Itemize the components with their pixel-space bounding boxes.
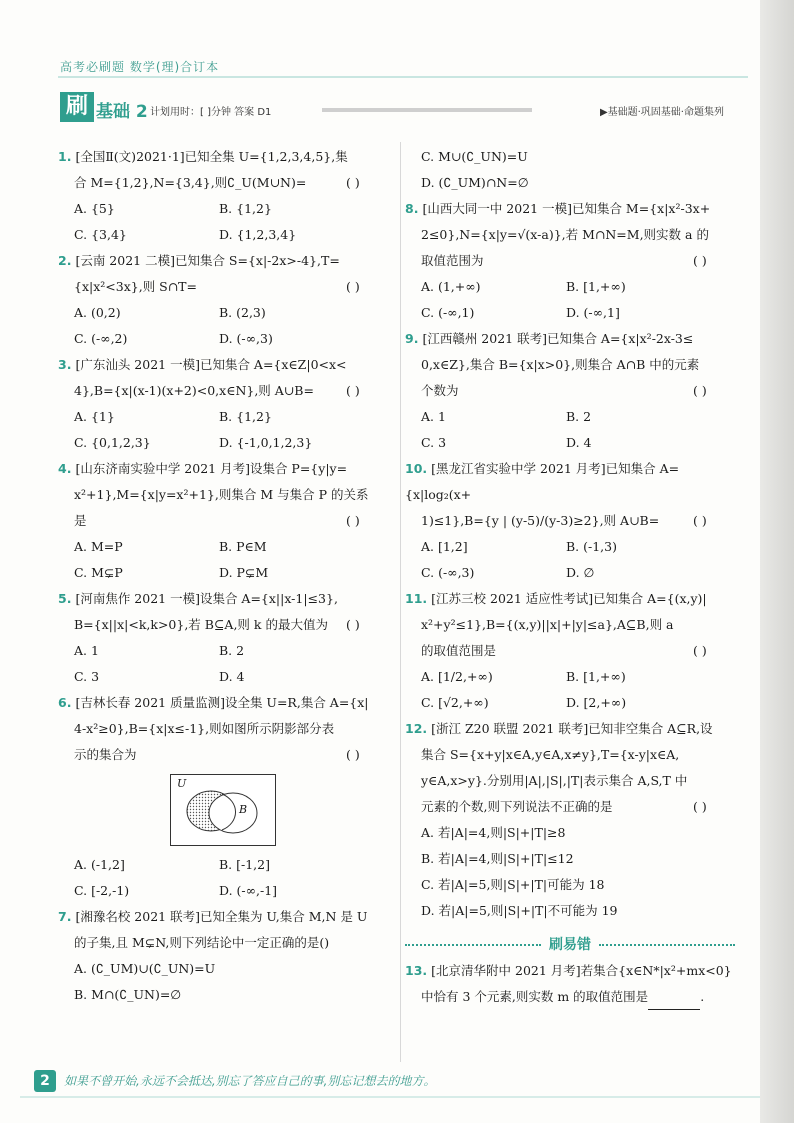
question-number: 1. xyxy=(58,149,72,164)
option: D. (-∞,1] xyxy=(566,305,620,320)
option: A. (1,+∞) xyxy=(421,279,481,294)
option-row xyxy=(58,664,388,690)
option-row xyxy=(405,534,735,560)
dotted-rule xyxy=(405,944,541,946)
question-item xyxy=(58,690,388,904)
option: C. {0,1,2,3} xyxy=(74,435,151,450)
question-text: 示的集合为 xyxy=(74,747,137,762)
footer-motto: 如果不曾开始,永远不会抵达,别忘了答应自己的事,别忘记想去的地方。 xyxy=(64,1074,436,1088)
question-text: 4-x²≥0},B={x|x≤-1},则如图所示阴影部分表 xyxy=(74,721,335,736)
question-tail: . xyxy=(700,989,705,1004)
option-row xyxy=(58,878,388,904)
question-item xyxy=(405,196,735,326)
answer-paren: ( ) xyxy=(346,279,360,294)
question-line xyxy=(405,768,735,794)
question-text: [河南焦作 2021 一模]设集合 A={x||x-1|≤3}, xyxy=(75,591,338,606)
option-row xyxy=(58,638,388,664)
question-line xyxy=(58,248,388,274)
option: A. (0,2) xyxy=(74,305,121,320)
question-item xyxy=(405,716,735,924)
question-number: 13. xyxy=(405,963,428,978)
question-item xyxy=(405,456,735,586)
page-number: 2 xyxy=(34,1070,56,1092)
venn-diagram xyxy=(170,774,276,846)
footer-rule xyxy=(20,1096,760,1098)
question-item xyxy=(58,586,388,690)
answer-paren: ) xyxy=(324,935,330,950)
column-divider xyxy=(400,142,401,1062)
option: B. [1,+∞) xyxy=(566,669,626,684)
question-number: 5. xyxy=(58,591,72,606)
option: D. 4 xyxy=(566,435,592,450)
question-number: 2. xyxy=(58,253,72,268)
option: A. 1 xyxy=(421,409,446,424)
question-item xyxy=(405,144,735,196)
option-row xyxy=(405,430,735,456)
question-line xyxy=(58,690,388,716)
option: B. 2 xyxy=(219,643,245,658)
option-row xyxy=(58,300,388,326)
option: B. [-1,2] xyxy=(219,857,270,872)
option: B. M∩(∁_UN)=∅ xyxy=(74,987,182,1002)
answer-paren: ( ) xyxy=(693,799,707,814)
header-bar xyxy=(322,108,532,112)
option: D. {1,2,3,4} xyxy=(219,227,297,242)
question-number: 8. xyxy=(405,201,419,216)
option: C. (-∞,1) xyxy=(421,305,475,320)
answer-paren: ( ) xyxy=(346,175,360,190)
page-edge xyxy=(760,0,794,1123)
error-section-title: 刷易错 xyxy=(549,937,591,953)
question-line xyxy=(58,716,388,742)
dotted-rule xyxy=(599,944,735,946)
option: A. (-1,2] xyxy=(74,857,125,872)
answer-paren: ( ) xyxy=(346,513,360,528)
question-text: y∈A,x>y}.分别用|A|,|S|,|T|表示集合 A,S,T 中 xyxy=(421,773,688,788)
question-line xyxy=(405,958,735,984)
question-item xyxy=(58,904,388,1008)
question-text: 取值范围为 xyxy=(421,253,484,268)
option: B. [1,+∞) xyxy=(566,279,626,294)
option: C. 若|A|=5,则|S|+|T|可能为 18 xyxy=(421,877,605,892)
option-row xyxy=(58,560,388,586)
option: B. P∈M xyxy=(219,539,267,554)
option: A. (∁_UM)∪(∁_UN)=U xyxy=(74,961,216,976)
question-text: 2≤0},N={x|y=√(x-a)},若 M∩N=M,则实数 a 的 xyxy=(421,227,709,242)
option: D. 若|A|=5,则|S|+|T|不可能为 19 xyxy=(421,903,618,918)
question-item xyxy=(405,326,735,456)
question-line xyxy=(58,482,388,508)
question-line xyxy=(405,326,735,352)
question-text: 4},B={x|(x-1)(x+2)<0,x∈N},则 A∪B= xyxy=(74,383,314,398)
question-number: 12. xyxy=(405,721,428,736)
option-row xyxy=(405,274,735,300)
question-text: B={x||x|<k,k>0},若 B⊆A,则 k 的最大值为 xyxy=(74,617,328,632)
question-text: 0,x∈Z},集合 B={x|x>0},则集合 A∩B 中的元素 xyxy=(421,357,700,372)
option-row xyxy=(58,404,388,430)
question-line xyxy=(405,612,735,638)
question-text: 集合 S={x+y|x∈A,y∈A,x≠y},T={x-y|x∈A, xyxy=(421,747,680,762)
question-item xyxy=(58,248,388,352)
question-line xyxy=(58,930,388,956)
option: B. 若|A|=4,则|S|+|T|≤12 xyxy=(421,851,574,866)
answer-paren: ( ) xyxy=(346,747,360,762)
question-number: 3. xyxy=(58,357,72,372)
question-text: 是 xyxy=(74,513,87,528)
answer-paren: ( ) xyxy=(693,253,707,268)
question-line xyxy=(405,456,735,508)
option: D. {-1,0,1,2,3} xyxy=(219,435,313,450)
option: A. M=P xyxy=(74,539,123,554)
option: B. 2 xyxy=(566,409,592,424)
question-line xyxy=(58,612,388,638)
question-line xyxy=(58,274,388,300)
option: C. 3 xyxy=(74,669,100,684)
question-item xyxy=(405,958,735,1010)
left-column xyxy=(58,144,388,1008)
answer-paren: ( ) xyxy=(693,383,707,398)
question-item xyxy=(58,456,388,586)
option: A. [1,2] xyxy=(421,539,468,554)
question-text: [江苏三校 2021 适应性考试]已知集合 A={(x,y)| xyxy=(431,591,707,606)
option: D. ∅ xyxy=(566,565,595,580)
option: D. [2,+∞) xyxy=(566,695,627,710)
question-text: [北京清华附中 2021 月考]若集合{x∈N*|x²+mx<0} xyxy=(431,963,732,978)
option: A. [1/2,+∞) xyxy=(421,669,493,684)
option-row xyxy=(405,690,735,716)
venn-svg xyxy=(171,775,275,845)
option: B. {1,2} xyxy=(219,409,272,424)
option: C. M⊊P xyxy=(74,565,123,580)
option: C. (-∞,3) xyxy=(421,565,475,580)
option-row xyxy=(58,222,388,248)
question-number: 9. xyxy=(405,331,419,346)
question-line xyxy=(405,638,735,664)
question-text: 个数为 xyxy=(421,383,459,398)
question-number: 7. xyxy=(58,909,72,924)
question-line xyxy=(58,456,388,482)
question-number: 4. xyxy=(58,461,72,476)
question-text: [浙江 Z20 联盟 2021 联考]已知非空集合 A⊆R,设 xyxy=(431,721,713,736)
option-row xyxy=(58,326,388,352)
answer-paren: ( ) xyxy=(346,617,360,632)
option-row xyxy=(58,534,388,560)
question-line xyxy=(58,586,388,612)
question-text: [山东济南实验中学 2021 月考]设集合 P={y|y= xyxy=(75,461,348,476)
option-row xyxy=(58,852,388,878)
question-line xyxy=(58,352,388,378)
question-text: {x|x²<3x},则 S∩T= xyxy=(74,279,197,294)
option: D. (-∞,3) xyxy=(219,331,273,346)
question-line xyxy=(58,170,388,196)
question-line xyxy=(405,222,735,248)
option-row xyxy=(405,404,735,430)
option: A. 若|A|=4,则|S|+|T|≥8 xyxy=(421,825,566,840)
question-text: 元素的个数,则下列说法不正确的是 xyxy=(421,799,613,814)
question-line xyxy=(405,984,735,1010)
option: D. 4 xyxy=(219,669,245,684)
question-item xyxy=(405,586,735,716)
question-line xyxy=(58,144,388,170)
header-book-title: 高考必刷题 数学(理)合订本 xyxy=(60,60,220,74)
option: C. {3,4} xyxy=(74,227,127,242)
question-text: [吉林长春 2021 质量监测]设全集 U=R,集合 A={x| xyxy=(75,695,369,710)
answer-paren: ( ) xyxy=(693,513,707,528)
question-item xyxy=(58,352,388,456)
question-text: [广东汕头 2021 一模]已知集合 A={x∈Z|0<x< xyxy=(75,357,347,372)
question-line xyxy=(405,716,735,742)
question-line xyxy=(405,248,735,274)
set-b-circle xyxy=(209,793,257,833)
option: C. M∪(∁_UN)=U xyxy=(421,149,528,164)
question-text: 的取值范围是 xyxy=(421,643,497,658)
question-line xyxy=(405,742,735,768)
option: B. (2,3) xyxy=(219,305,266,320)
option-row xyxy=(58,430,388,456)
question-number: 6. xyxy=(58,695,72,710)
option: A. {1} xyxy=(74,409,115,424)
answer-paren: ( ) xyxy=(346,383,360,398)
question-text: x²+1},M={x|y=x²+1},则集合 M 与集合 P 的关系 xyxy=(74,487,369,502)
question-line xyxy=(405,352,735,378)
option-row xyxy=(58,196,388,222)
question-line xyxy=(58,904,388,930)
option: B. (-1,3) xyxy=(566,539,617,554)
question-line xyxy=(405,586,735,612)
question-number: 11. xyxy=(405,591,428,606)
option: D. P⊊M xyxy=(219,565,269,580)
question-text: [江西赣州 2021 联考]已知集合 A={x|x²-2x-3≤ xyxy=(422,331,694,346)
question-text: [山西大同一中 2021 一模]已知集合 M={x|x²-3x+ xyxy=(422,201,711,216)
option: D. (∁_UM)∩N=∅ xyxy=(421,175,529,190)
question-text: [黑龙江省实验中学 2021 月考]已知集合 A={x|log₂(x+ xyxy=(405,461,680,502)
question-line xyxy=(405,508,735,534)
question-line xyxy=(405,196,735,222)
option: A. 1 xyxy=(74,643,99,658)
question-line xyxy=(58,378,388,404)
option: B. {1,2} xyxy=(219,201,272,216)
answer-blank xyxy=(648,995,700,1010)
option-row xyxy=(405,300,735,326)
option: C. (-∞,2) xyxy=(74,331,128,346)
question-text: [云南 2021 二模]已知集合 S={x|-2x>-4},T= xyxy=(75,253,340,268)
option: C. 3 xyxy=(421,435,447,450)
option: A. {5} xyxy=(74,201,115,216)
question-line xyxy=(58,742,388,768)
plan-time: 计划用时：[ ]分钟 答案 D1 xyxy=(150,107,272,118)
question-text: 中恰有 3 个元素,则实数 m 的取值范围是 xyxy=(421,989,649,1004)
question-text: [湘豫名校 2021 联考]已知全集为 U,集合 M,N 是 U xyxy=(75,909,368,924)
question-line xyxy=(405,794,735,820)
option: C. [√2,+∞) xyxy=(421,695,489,710)
answer-paren: ( ) xyxy=(693,643,707,658)
question-text: [全国Ⅱ(文)2021·1]已知全集 U={1,2,3,4,5},集 xyxy=(75,149,348,164)
section-title: 基础 2 xyxy=(96,102,148,122)
error-section-header xyxy=(405,932,735,958)
option: C. [-2,-1) xyxy=(74,883,130,898)
question-number: 10. xyxy=(405,461,428,476)
question-text: x²+y²≤1},B={(x,y)||x|+|y|≤a},A⊆B,则 a xyxy=(421,617,674,632)
question-text: 的子集,且 M⊊N,则下列结论中一定正确的是( xyxy=(74,935,325,950)
venn-label-u: U xyxy=(177,777,187,790)
option: D. (-∞,-1] xyxy=(219,883,278,898)
header-rule xyxy=(58,76,748,78)
question-line xyxy=(405,378,735,404)
question-line xyxy=(58,508,388,534)
question-item xyxy=(58,144,388,248)
section-badge: 刷 xyxy=(60,92,94,122)
venn-label-b: B xyxy=(239,803,248,816)
question-text: 1)≤1},B={y | (y-5)/(y-3)≥2},则 A∪B= xyxy=(421,513,660,528)
option-row xyxy=(405,664,735,690)
section-tagline: ▶基础题·巩固基础·命题集列 xyxy=(599,107,724,118)
question-text: 合 M={1,2},N={3,4},则∁_U(M∪N)= xyxy=(74,175,307,190)
option-row xyxy=(405,560,735,586)
right-column xyxy=(405,144,735,1010)
